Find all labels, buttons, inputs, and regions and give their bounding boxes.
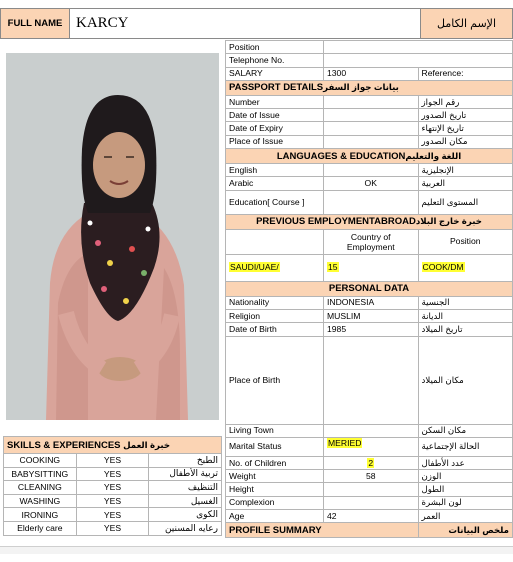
telephone-value: [324, 54, 513, 67]
profile-summary-title: PROFILE SUMMARY: [226, 523, 419, 538]
full-name-label-ar: الإسم الكامل: [420, 8, 513, 39]
candidate-photo: [6, 53, 219, 420]
dob-value: 1985: [324, 323, 419, 336]
weight-label-ar: الوزن: [418, 470, 513, 483]
living-town-label-ar: مكان السكن: [418, 424, 513, 437]
reference-label: Reference:: [418, 67, 513, 80]
expiry-date-label-ar: تاريخ الإنتهاء: [418, 122, 513, 135]
employment-country-value: SAUDI/UAE/: [230, 262, 279, 273]
nationality-label-ar: الجنسية: [418, 296, 513, 309]
weight-label: Weight: [226, 470, 324, 483]
issue-date-value: [324, 109, 419, 122]
passport-section-title-ar: بيانات جواز السفر: [323, 82, 399, 93]
salary-value: 1300: [324, 67, 419, 80]
skill-value: YES: [76, 508, 149, 522]
pob-label-ar: مكان الميلاد: [418, 336, 513, 424]
full-name-header: [0, 8, 513, 39]
employment-section-title-ar: خبرة خارج البلاد: [415, 216, 482, 227]
skill-name: WASHING: [4, 494, 77, 508]
skill-name: IRONING: [4, 508, 77, 522]
skills-table: [3, 436, 222, 536]
skills-section-title: SKILLS & EXPERIENCES خبرة العمل: [4, 437, 222, 454]
english-label-ar: الإنجليزية: [418, 164, 513, 177]
skill-name-ar: رعايه المسنين: [149, 521, 222, 535]
height-label-ar: الطول: [418, 483, 513, 496]
dob-label-ar: تاريخ الميلاد: [418, 323, 513, 336]
employment-header-blank: [226, 229, 324, 254]
personal-section-title: PERSONAL DATA: [226, 281, 513, 296]
expiry-date-label: Date of Expiry: [226, 122, 324, 135]
employment-years-value: 15: [328, 262, 338, 273]
complexion-label-ar: لون البشرة: [418, 496, 513, 509]
dob-label: Date of Birth: [226, 323, 324, 336]
complexion-value: [324, 496, 419, 509]
skill-name: BABYSITTING: [4, 467, 77, 481]
pob-value: [324, 336, 419, 424]
expiry-date-value: [324, 122, 419, 135]
skill-name-ar: الكوى: [149, 508, 222, 522]
skill-name-ar: التنظيف: [149, 481, 222, 495]
passport-number-label: Number: [226, 95, 324, 108]
info-table: [225, 40, 513, 538]
skill-name: COOKING: [4, 454, 77, 468]
marital-status-value: MERIED: [328, 437, 362, 448]
arabic-value: OK: [324, 177, 419, 190]
skill-value: YES: [76, 467, 149, 481]
religion-value: MUSLIM: [324, 309, 419, 322]
children-cell: [324, 456, 419, 469]
arabic-label-ar: العربية: [418, 177, 513, 190]
pob-label: Place of Birth: [226, 336, 324, 424]
profile-summary-title-ar: ملخص البيانات: [418, 523, 513, 538]
education-label: Education[ Course ]: [226, 190, 324, 214]
height-label: Height: [226, 483, 324, 496]
passport-number-value: [324, 95, 419, 108]
weight-value: 58: [324, 470, 419, 483]
education-label-ar: المستوى التعليم: [418, 190, 513, 214]
children-label: No. of Children: [226, 456, 324, 469]
religion-label: Religion: [226, 309, 324, 322]
english-label: English: [226, 164, 324, 177]
height-value: [324, 483, 419, 496]
position-header: Position: [418, 229, 513, 254]
arabic-label: Arabic: [226, 177, 324, 190]
employment-section-title: PREVIOUS EMPLOYMENTABROADخبرة خارج البلاد: [226, 214, 513, 229]
full-name-label: FULL NAME: [0, 8, 70, 39]
issue-place-label-ar: مكان الصدور: [418, 135, 513, 148]
skill-name-ar: الطبخ: [149, 454, 222, 468]
passport-number-label-ar: رقم الجواز: [418, 95, 513, 108]
living-town-label: Living Town: [226, 424, 324, 437]
children-value: 2: [368, 457, 374, 468]
page-bottom-strip: [0, 546, 513, 554]
living-town-value: [324, 424, 419, 437]
employment-country-cell: [226, 254, 324, 281]
education-value: [324, 190, 419, 214]
skill-name: Elderly care: [4, 521, 77, 535]
marital-status-label: Marital Status: [226, 437, 324, 456]
skill-value: YES: [76, 481, 149, 495]
languages-section-title: LANGUAGES & EDUCATIONاللغة والتعليم: [226, 149, 513, 164]
skill-value: YES: [76, 521, 149, 535]
issue-date-label: Date of Issue: [226, 109, 324, 122]
children-label-ar: عدد الأطفال: [418, 456, 513, 469]
marital-status-cell: [324, 437, 419, 456]
age-label: Age: [226, 510, 324, 523]
skill-value: YES: [76, 494, 149, 508]
telephone-label: Telephone No.: [226, 54, 324, 67]
age-value: 42: [324, 510, 419, 523]
religion-label-ar: الديانة: [418, 309, 513, 322]
passport-section-title: PASSPORT DETAILSبيانات جواز السفر: [226, 80, 513, 95]
skill-name: CLEANING: [4, 481, 77, 495]
employment-years-cell: [324, 254, 419, 281]
issue-date-label-ar: تاريخ الصدور: [418, 109, 513, 122]
marital-status-label-ar: الحالة الإجتماعية: [418, 437, 513, 456]
country-of-employment-header: Country of Employment: [324, 229, 419, 254]
position-value: [324, 41, 513, 54]
skill-value: YES: [76, 454, 149, 468]
position-label: Position: [226, 41, 324, 54]
nationality-label: Nationality: [226, 296, 324, 309]
issue-place-label: Place of Issue: [226, 135, 324, 148]
english-value: [324, 164, 419, 177]
issue-place-value: [324, 135, 419, 148]
skill-name-ar: تربية الأطفال: [149, 467, 222, 481]
full-name-value: KARCY: [70, 8, 420, 39]
skill-name-ar: الغسيل: [149, 494, 222, 508]
employment-position-value: COOK/DM: [422, 262, 464, 273]
nationality-value: INDONESIA: [324, 296, 419, 309]
salary-label: SALARY: [226, 67, 324, 80]
age-label-ar: العمر: [418, 510, 513, 523]
skills-section-title-ar: خبرة العمل: [123, 439, 171, 450]
languages-section-title-ar: اللغة والتعليم: [405, 150, 462, 161]
complexion-label: Complexion: [226, 496, 324, 509]
employment-position-cell: [418, 254, 513, 281]
